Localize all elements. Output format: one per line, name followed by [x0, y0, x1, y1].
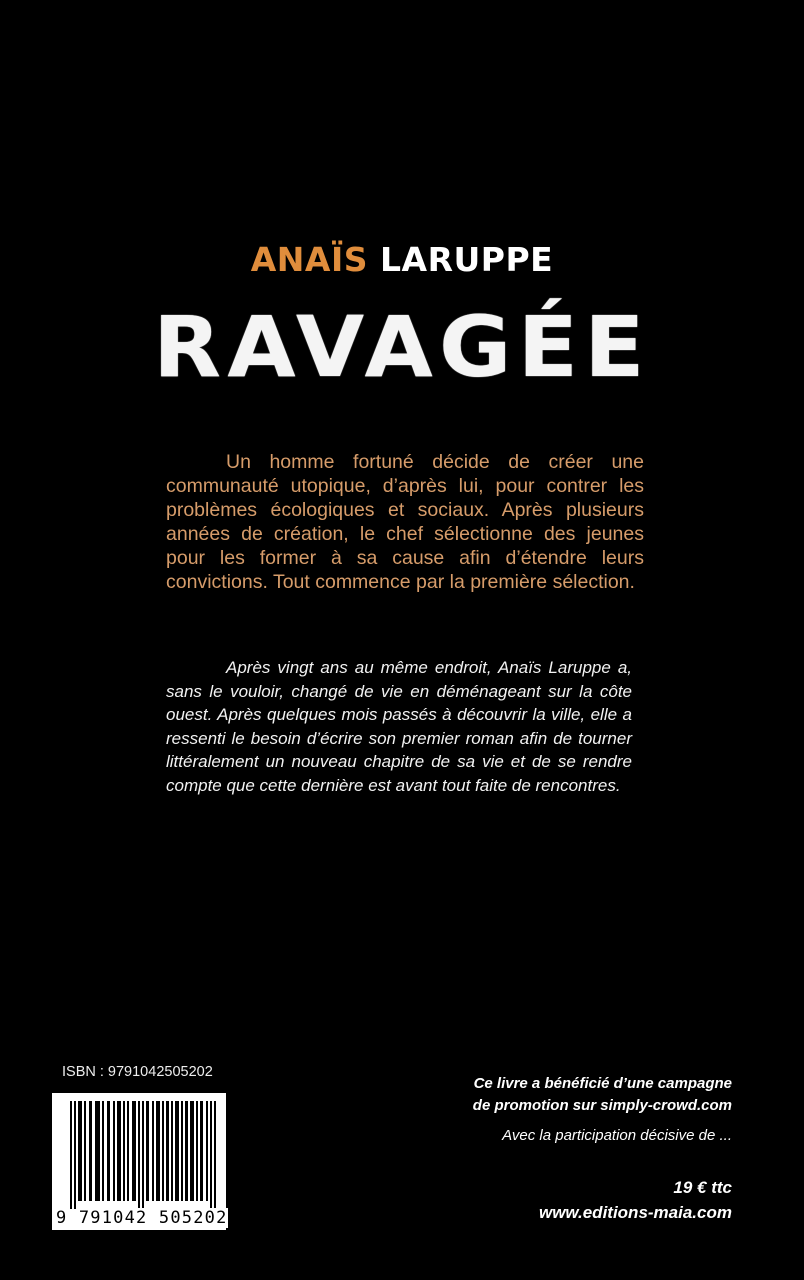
synopsis-text: Un homme fortuné décide de créer une communauté utopique, d’après lui, pour contrer les problèmes écologiques et sociaux. Après plusieurs années de création, le chef sélectionne des jeunes pour les former à sa cause afin d’étendre leurs convictions. Tout commence par la première sélection.	[166, 451, 644, 593]
barcode-digit-first: 9	[56, 1208, 68, 1228]
participation-text: Avec la participation décisive de ...	[502, 1127, 732, 1144]
book-title: RAVAGÉE	[153, 298, 651, 396]
author-name	[0, 240, 804, 279]
publisher-website: www.editions-maia.com	[538, 1203, 732, 1222]
barcode-bars-icon	[70, 1101, 220, 1209]
promo-line-1: Ce livre a bénéficié d’une campagne	[473, 1075, 732, 1092]
barcode	[52, 1093, 226, 1230]
barcode-digits-last: 505202	[158, 1208, 228, 1228]
barcode-digits-mid: 791042	[78, 1208, 148, 1228]
promo-line-2: de promotion sur simply-crowd.com	[472, 1097, 732, 1114]
barcode-digits	[56, 1208, 228, 1228]
author-first-name: ANAÏS	[250, 240, 369, 279]
promo-text	[420, 1073, 732, 1117]
author-last-name: LARUPPE	[380, 240, 554, 279]
isbn-label: ISBN : 9791042505202	[62, 1064, 213, 1080]
author-bio-text: Après vingt ans au même endroit, Anaïs Laruppe a, sans le vouloir, changé de vie en déménageant sur la côte ouest. Après quelques mois passés à découvrir la ville, elle a ressenti le besoin d’écrire son premier roman afin de tourner littéralement un nouveau chapitre de sa vie et de se rendre compte que cette dernière est avant tout faite de rencontres.	[166, 658, 632, 795]
price: 19 € ttc	[673, 1178, 732, 1197]
